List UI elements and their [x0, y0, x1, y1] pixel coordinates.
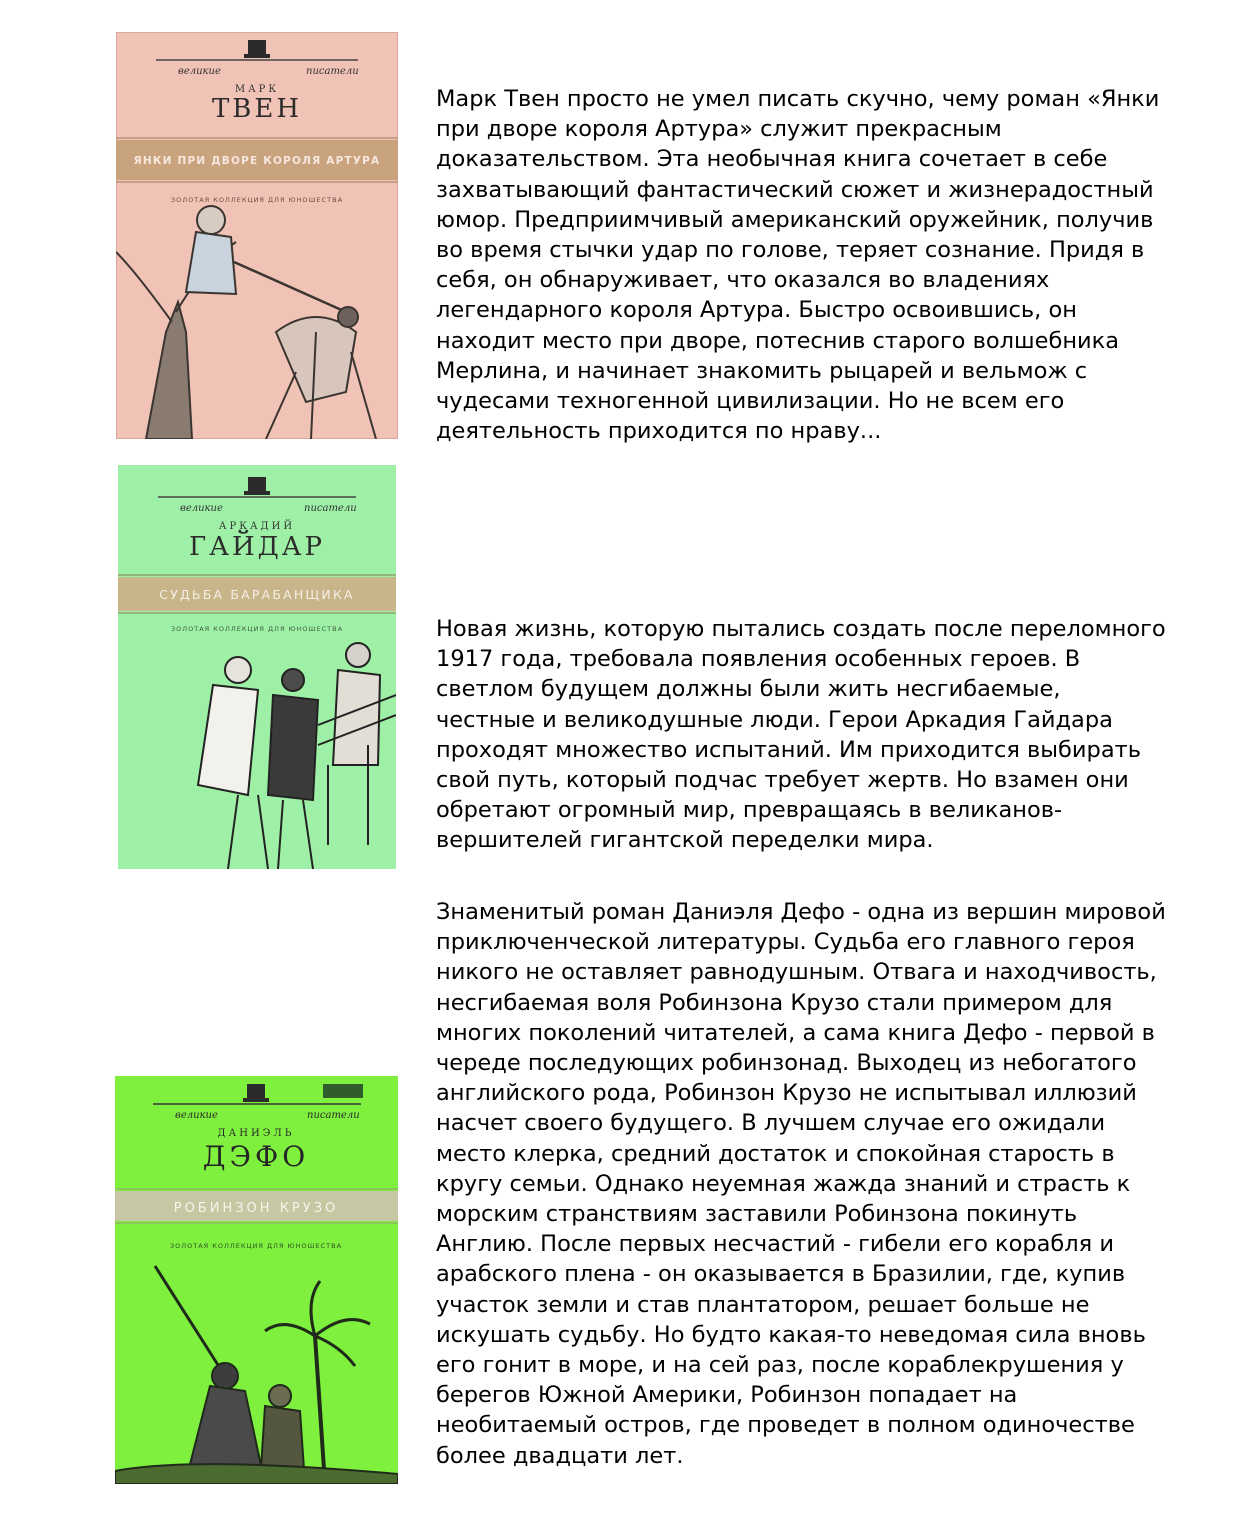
svg-text:ЗОЛОТАЯ КОЛЛЕКЦИЯ ДЛЯ ЮНОШЕСТВ: ЗОЛОТАЯ КОЛЛЕКЦИЯ ДЛЯ ЮНОШЕСТВА — [170, 196, 344, 204]
svg-text:ЯНКИ ПРИ ДВОРЕ КОРОЛЯ АРТУРА: ЯНКИ ПРИ ДВОРЕ КОРОЛЯ АРТУРА — [133, 155, 381, 167]
svg-text:писатели: писатели — [307, 1110, 360, 1121]
svg-text:великие: великие — [175, 1110, 218, 1121]
svg-text:ТВЕН: ТВЕН — [211, 94, 303, 124]
publisher-logo — [323, 1084, 363, 1098]
svg-text:РОБИНЗОН КРУЗО: РОБИНЗОН КРУЗО — [173, 1201, 339, 1216]
book-description-gaidar: Новая жизнь, которую пытались создать после переломного 1917 года, требовала появления особенных героев. В светлом будущем должны были жить несгибаемые, честные и великодушные люди. Герои Аркадия Гайдара проходят множество испытаний. Им приходится выбирать свой путь, который подчас требует жертв. Но взамен они обретают огромный мир, превращаясь в великанов-вершителей гигантской переделки мира. — [436, 616, 1166, 854]
svg-text:ДЭФО: ДЭФО — [202, 1140, 310, 1173]
svg-text:ЗОЛОТАЯ КОЛЛЕКЦИЯ ДЛЯ ЮНОШЕСТВ: ЗОЛОТАЯ КОЛЛЕКЦИЯ ДЛЯ ЮНОШЕСТВА — [170, 625, 344, 633]
book-cover-defoe — [115, 1076, 398, 1484]
svg-text:ЗОЛОТАЯ КОЛЛЕКЦИЯ ДЛЯ ЮНОШЕСТВ: ЗОЛОТАЯ КОЛЛЕКЦИЯ ДЛЯ ЮНОШЕСТВА — [169, 1242, 343, 1250]
svg-text:писатели: писатели — [306, 66, 359, 77]
book-description-defoe: Знаменитый роман Даниэля Дефо - одна из вершин мировой приключенческой литературы. Судьба его главного героя никого не оставляет равнодушным. Отвага и находчивость, несгибаемая воля Робинзона Крузо стали примером для многих поколений читателей, а сама книга Дефо - первой в череде последующих робинзонад. Выходец из небогатого английского рода, Робинзон Крузо не испытывал иллюзий насчет своего будущего. В лучшем случае его ожидали место клерка, средний достаток и спокойная старость в кругу семьи. Однако неуемная жажда знаний и страсть к морским странствиям заставили Робинзона покинуть Англию. После первых несчастий - гибели его корабля и арабского плена - он оказывается в Бразилии, где, купив участок земли и став плантатором, решает больше не искушать судьбу. Но будто какая-то неведомая сила вновь его гонит в море, и на сей раз, после кораблекрушения у берегов Южной Америки, Робинзон попадает на необитаемый остров, где проведет в полном одиночестве более двадцати лет. — [436, 899, 1166, 1469]
svg-text:великие: великие — [180, 503, 223, 514]
svg-text:МАРК: МАРК — [234, 84, 280, 95]
svg-text:ДАНИЭЛЬ: ДАНИЭЛЬ — [217, 1128, 295, 1139]
book-description-twain: Марк Твен просто не умел писать скучно, чему роман «Янки при дворе короля Артура» служит прекрасным доказательством. Эта необычная книга сочетает в себе захватывающий фантастический сюжет и жизнерадостный юмор. Предприимчивый американский оружейник, получив во время стычки удар по голове, теряет сознание. Придя в себя, он обнаруживает, что оказался во владениях легендарного короля Артура. Быстро освоившись, он находит место при дворе, потеснив старого волшебника Мерлина, и начинает знакомить рыцарей и вельмож с чудесами техногенной цивилизации. Но не всем его деятельность приходится по нраву... — [436, 86, 1160, 445]
svg-text:писатели: писатели — [304, 503, 357, 514]
book-cover-twain — [116, 32, 398, 439]
svg-text:великие: великие — [178, 66, 221, 77]
svg-text:АРКАДИЙ: АРКАДИЙ — [218, 521, 296, 532]
svg-text:СУДЬБА БАРАБАНЩИКА: СУДЬБА БАРАБАНЩИКА — [159, 587, 355, 602]
svg-text:ГАЙДАР: ГАЙДАР — [189, 532, 325, 562]
book-cover-gaidar — [118, 465, 396, 869]
